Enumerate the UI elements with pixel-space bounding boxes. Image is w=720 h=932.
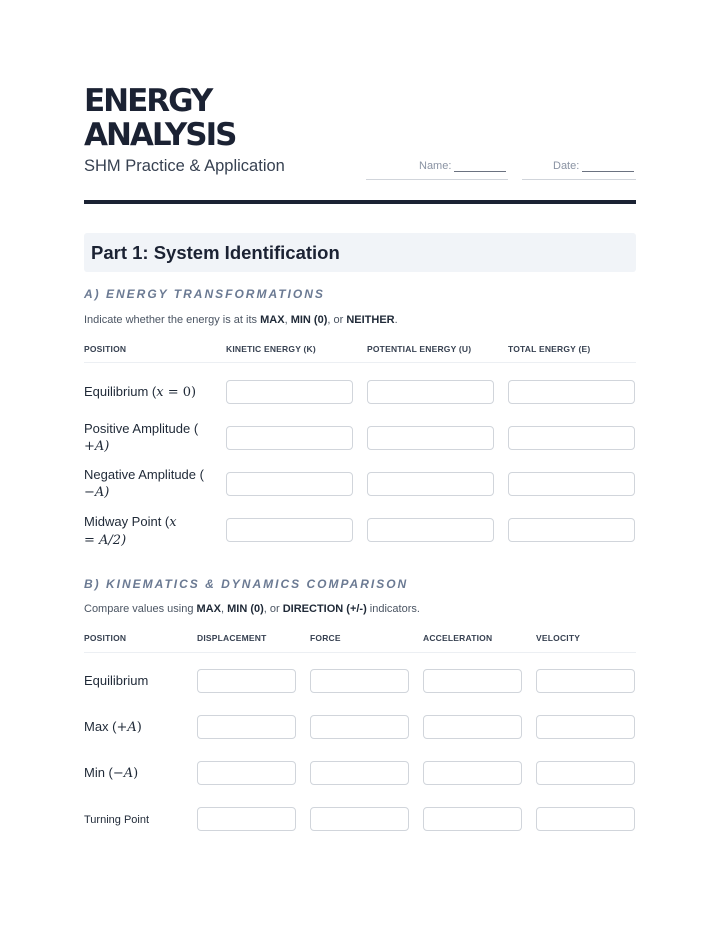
answer-box-min-velocity[interactable] (536, 761, 635, 785)
instr-text: , (284, 314, 291, 326)
label-text: Max ( (84, 719, 117, 734)
col-header-force: FORCE (310, 633, 341, 643)
date-field[interactable] (522, 160, 636, 180)
answer-box-midway-potential[interactable] (367, 518, 494, 542)
table-b-header-rule (84, 652, 636, 653)
label-math: −A (112, 766, 134, 781)
date-blank[interactable] (582, 160, 634, 172)
col-header-acceleration: ACCELERATION (423, 633, 493, 643)
label-text: Min ( (84, 765, 113, 780)
row-label-positive-amplitude (84, 420, 198, 456)
instr-bold-max: MAX (196, 603, 221, 615)
instr-text: Indicate whether the energy is at its (84, 314, 261, 326)
instr-bold-direction: DIRECTION (+/-) (282, 603, 367, 615)
label-math: = 0) (163, 385, 197, 400)
section-b-instructions (84, 603, 420, 615)
instr-bold-min: MIN (0) (227, 603, 264, 615)
answer-box-max-acceleration[interactable] (423, 715, 522, 739)
answer-box-negative-potential[interactable] (367, 472, 494, 496)
answer-box-equilibrium-kinetic[interactable] (226, 380, 353, 404)
answer-box-midway-total[interactable] (508, 518, 635, 542)
answer-box-min-displacement[interactable] (197, 761, 296, 785)
answer-box-equilibrium-total[interactable] (508, 380, 635, 404)
answer-box-turning-force[interactable] (310, 807, 409, 831)
table-a-header-rule (84, 362, 636, 363)
col-header-velocity: VELOCITY (536, 633, 581, 643)
answer-box-negative-kinetic[interactable] (226, 472, 353, 496)
label-math: x (156, 385, 164, 400)
worksheet-title (84, 84, 384, 152)
part-title: Part 1: System Identification (84, 233, 636, 272)
answer-box-equilibrium-force[interactable] (310, 669, 409, 693)
instr-text: , or (327, 314, 347, 326)
label-text: Equilibrium ( (84, 384, 157, 399)
col-header-displacement: DISPLACEMENT (197, 633, 267, 643)
answer-box-equilibrium-acceleration[interactable] (423, 669, 522, 693)
row-label-turning-point: Turning Point (84, 814, 150, 826)
instr-text: , or (263, 603, 283, 615)
answer-box-turning-displacement[interactable] (197, 807, 296, 831)
answer-box-max-displacement[interactable] (197, 715, 296, 739)
answer-box-negative-total[interactable] (508, 472, 635, 496)
section-b-heading: B) KINEMATICS & DYNAMICS COMPARISON (84, 577, 409, 591)
answer-box-midway-kinetic[interactable] (226, 518, 353, 542)
row-label-equilibrium: Equilibrium (84, 673, 149, 688)
answer-box-turning-acceleration[interactable] (423, 807, 522, 831)
row-label-min (84, 764, 138, 783)
label-math: +A) (84, 439, 110, 454)
label-math: ) (133, 766, 139, 781)
instr-bold-min: MIN (0) (290, 314, 328, 326)
instr-bold-neither: NEITHER (346, 314, 395, 326)
answer-box-turning-velocity[interactable] (536, 807, 635, 831)
label-text: Midway Point ( (84, 514, 170, 529)
label-text: Positive Amplitude ( (84, 421, 199, 436)
name-field[interactable] (366, 160, 508, 180)
row-label-equilibrium (84, 383, 196, 402)
label-math: = A/2) (84, 533, 127, 548)
answer-box-min-acceleration[interactable] (423, 761, 522, 785)
answer-box-min-force[interactable] (310, 761, 409, 785)
answer-box-equilibrium-displacement[interactable] (197, 669, 296, 693)
label-math: x (169, 515, 177, 530)
instr-text: Compare values using (84, 603, 197, 615)
instr-bold-max: MAX (260, 314, 285, 326)
col-header-kinetic: KINETIC ENERGY (K) (226, 344, 316, 354)
label-math: −A) (84, 485, 110, 500)
row-label-max (84, 718, 142, 737)
col-header-potential: POTENTIAL ENERGY (U) (367, 344, 472, 354)
answer-box-positive-kinetic[interactable] (226, 426, 353, 450)
label-math: +A (116, 720, 137, 735)
section-a-instructions (84, 314, 398, 326)
instr-text: indicators. (366, 603, 420, 615)
col-header-position: POSITION (84, 633, 127, 643)
label-text: Negative Amplitude ( (84, 467, 204, 482)
date-label: Date: (553, 160, 580, 172)
answer-box-equilibrium-velocity[interactable] (536, 669, 635, 693)
answer-box-equilibrium-potential[interactable] (367, 380, 494, 404)
name-label: Name: (419, 160, 452, 172)
row-label-midway-point (84, 513, 177, 550)
answer-box-max-velocity[interactable] (536, 715, 635, 739)
section-a-heading: A) ENERGY TRANSFORMATIONS (84, 287, 325, 301)
instr-text: . (394, 314, 398, 326)
instr-text: , (220, 603, 228, 615)
answer-box-max-force[interactable] (310, 715, 409, 739)
name-blank[interactable] (454, 160, 506, 172)
title-line-1: ENERGY (84, 83, 212, 119)
row-label-negative-amplitude (84, 466, 204, 502)
header-divider (84, 200, 636, 204)
label-math: ) (136, 720, 142, 735)
answer-box-positive-potential[interactable] (367, 426, 494, 450)
worksheet-subtitle: SHM Practice & Application (84, 157, 285, 175)
title-line-2: ANALYSIS (84, 117, 236, 153)
col-header-position: POSITION (84, 344, 127, 354)
col-header-total: TOTAL ENERGY (E) (508, 344, 591, 354)
answer-box-positive-total[interactable] (508, 426, 635, 450)
